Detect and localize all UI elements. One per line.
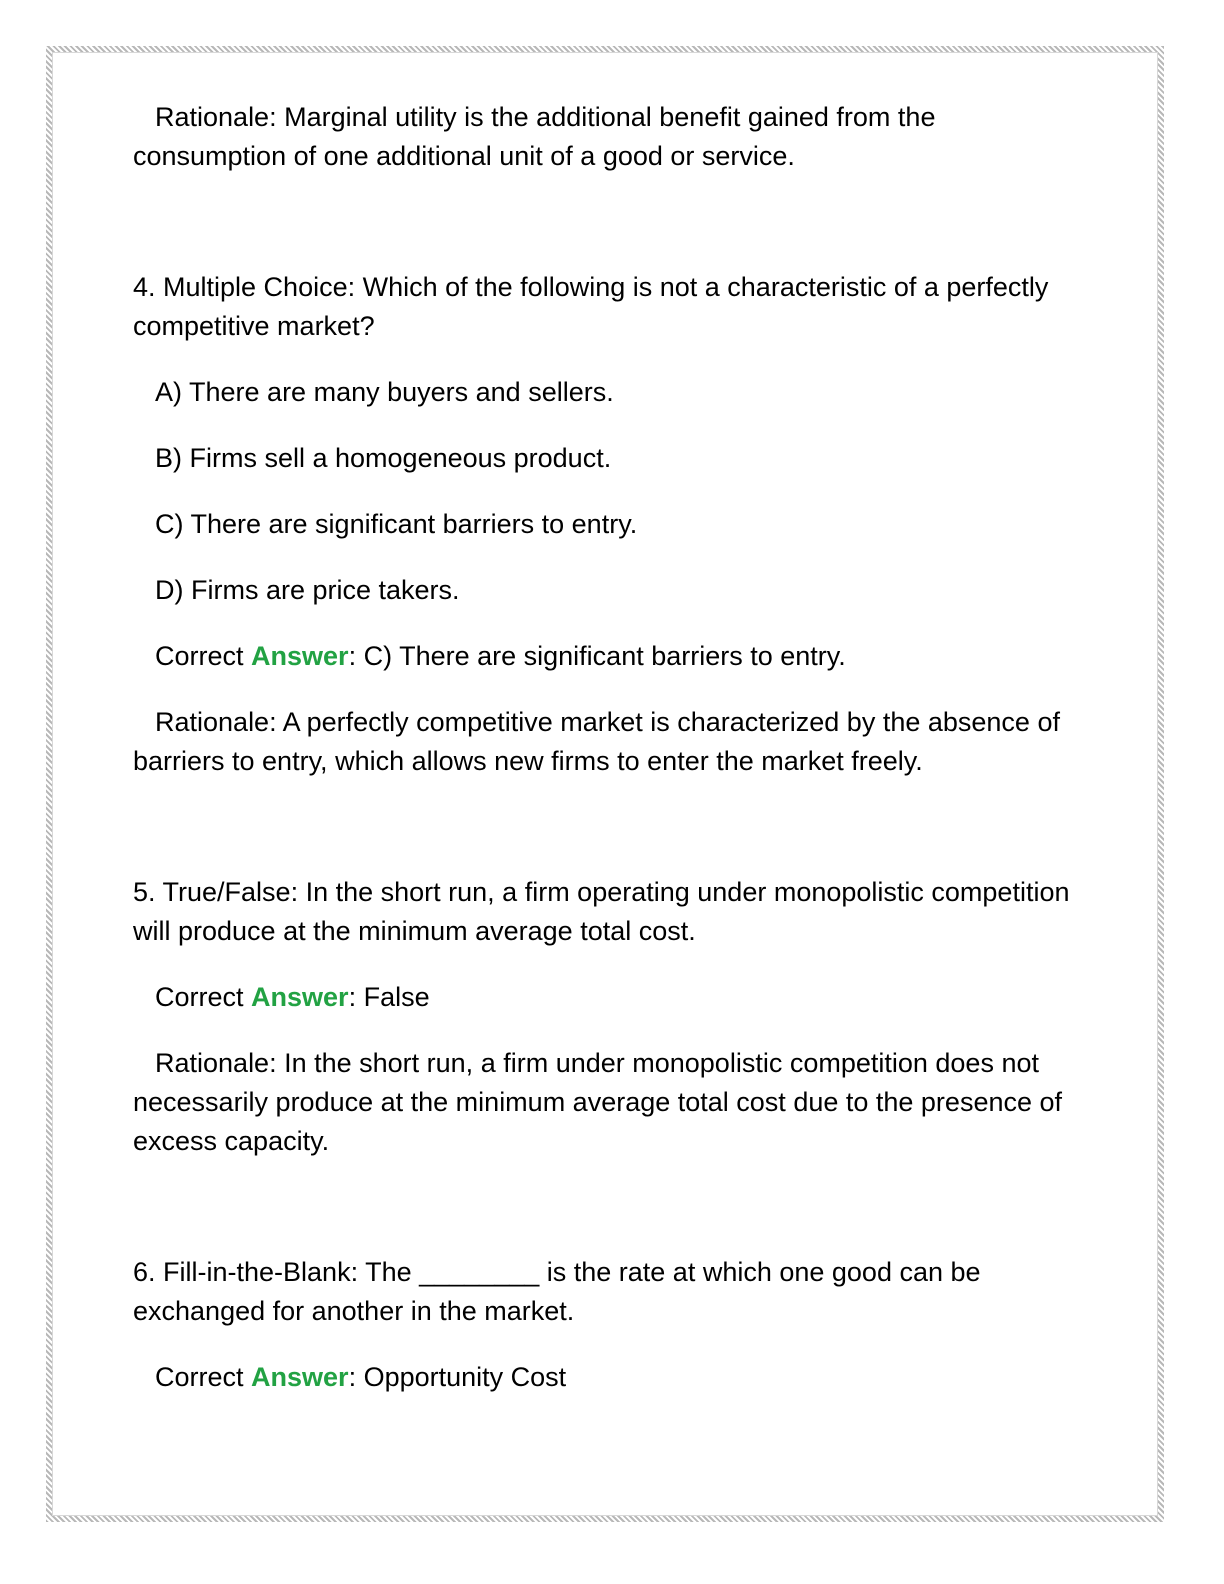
document-content <box>133 98 1093 1397</box>
q5-correct-answer <box>133 978 1093 1017</box>
spacer <box>133 478 1093 505</box>
spacer <box>133 610 1093 637</box>
spacer <box>133 346 1093 373</box>
answer-value: : False <box>348 982 430 1012</box>
q4-question: 4. Multiple Choice: Which of the following is not a characteristic of a perfectly competitive market? <box>133 272 1049 341</box>
q4-option-c: C) There are significant barriers to entry. <box>155 509 638 539</box>
spacer <box>133 951 1093 978</box>
answer-value: : C) There are significant barriers to entry. <box>348 641 846 671</box>
q4-option-a: A) There are many buyers and sellers. <box>155 377 614 407</box>
answer-word: Answer <box>251 982 349 1012</box>
answer-prefix: Correct <box>155 641 252 671</box>
q5-question: 5. True/False: In the short run, a firm operating under monopolistic competition will produce at the minimum average total cost. <box>133 877 1070 946</box>
q4-option-d: D) Firms are price takers. <box>155 575 460 605</box>
q4-option-b: B) Firms sell a homogeneous product. <box>155 443 612 473</box>
spacer <box>133 544 1093 571</box>
spacer <box>133 176 1093 268</box>
spacer <box>133 1017 1093 1044</box>
q3-rationale: Rationale: Marginal utility is the additional benefit gained from the consumption of one additional unit of a good or service. <box>133 102 936 171</box>
spacer <box>133 412 1093 439</box>
spacer <box>133 781 1093 873</box>
answer-word: Answer <box>251 1362 349 1392</box>
q6-question: 6. Fill-in-the-Blank: The ________ is the rate at which one good can be exchanged for another in the market. <box>133 1257 981 1326</box>
q5-rationale: Rationale: In the short run, a firm under monopolistic competition does not necessarily produce at the minimum average total cost due to the presence of excess capacity. <box>133 1048 1063 1156</box>
spacer <box>133 1161 1093 1253</box>
q6-correct-answer <box>133 1358 1093 1397</box>
spacer <box>133 676 1093 703</box>
answer-word: Answer <box>251 641 349 671</box>
q4-correct-answer <box>133 637 1093 676</box>
answer-value: : Opportunity Cost <box>348 1362 567 1392</box>
answer-prefix: Correct <box>155 982 252 1012</box>
answer-prefix: Correct <box>155 1362 252 1392</box>
spacer <box>133 1331 1093 1358</box>
q4-rationale: Rationale: A perfectly competitive market is characterized by the absence of barriers to entry, which allows new firms to enter the market freely. <box>133 707 1060 776</box>
